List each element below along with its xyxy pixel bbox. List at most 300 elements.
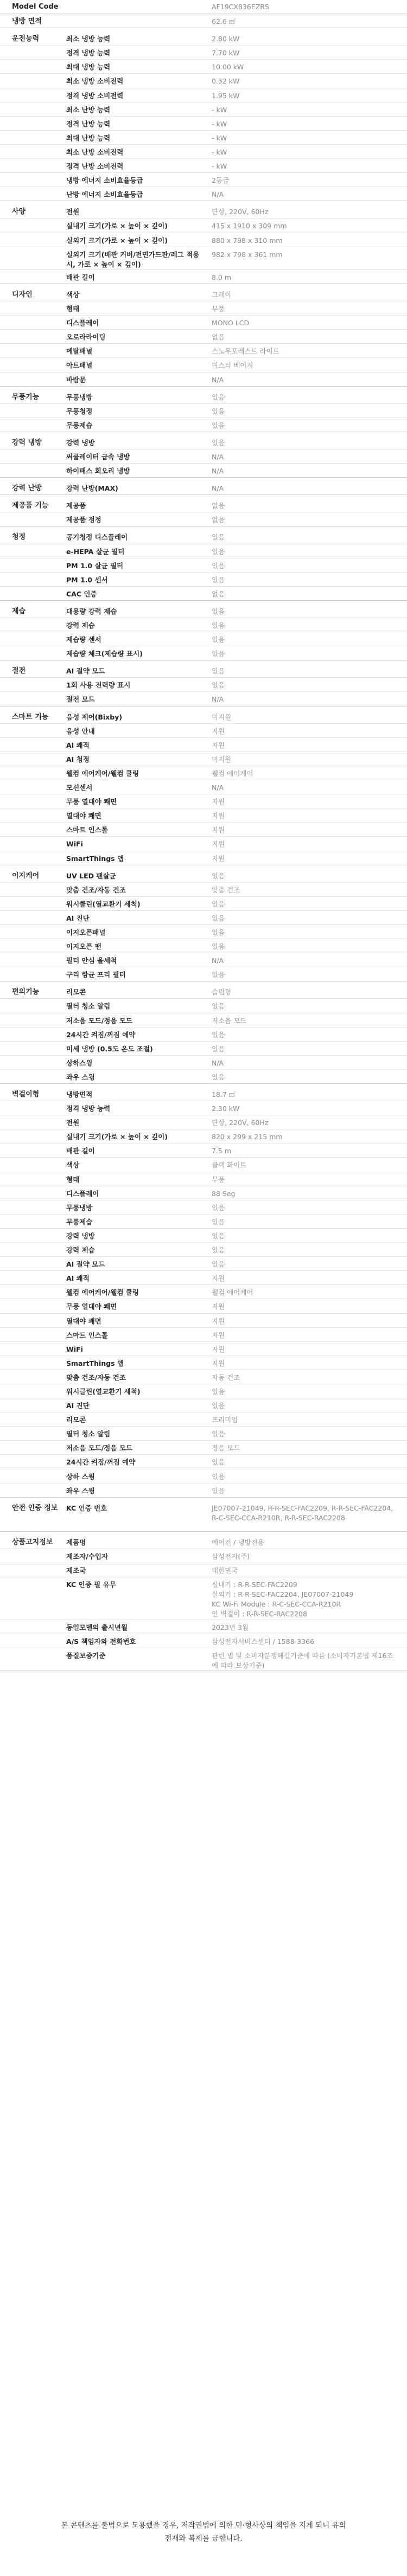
spec-label: 무풍제습 xyxy=(66,1217,93,1226)
spec-category: 제공품 기능 xyxy=(12,502,49,510)
spec-row xyxy=(0,587,407,601)
spec-label: 냉방 에너지 소비효율등급 xyxy=(66,176,143,185)
spec-value: 지원 xyxy=(212,1302,225,1311)
spec-value: 있음 xyxy=(212,1044,225,1053)
spec-label: 무풍냉방 xyxy=(66,1203,93,1212)
spec-value: 있음 xyxy=(212,942,225,951)
spec-row xyxy=(0,1549,407,1563)
spec-label: 1회 사용 전력량 표시 xyxy=(66,681,131,690)
spec-row xyxy=(0,1370,407,1384)
spec-row xyxy=(0,481,407,495)
spec-row xyxy=(0,173,407,187)
spec-row xyxy=(0,883,407,897)
spec-row xyxy=(0,1257,407,1271)
spec-value: 대한민국 xyxy=(212,1566,238,1575)
spec-value: 무풍 xyxy=(212,305,225,313)
spec-value: 슬림형 xyxy=(212,988,232,997)
spec-row xyxy=(0,145,407,159)
spec-value: 있음 xyxy=(212,533,225,542)
spec-label: 최소 난방 능력 xyxy=(66,105,111,114)
spec-label: 실내기 크기(가로 × 높이 × 깊이) xyxy=(66,1133,168,1141)
spec-label: 맞춤 건조/자동 건조 xyxy=(66,1373,126,1382)
spec-value: 있음 xyxy=(212,393,225,401)
spec-value: 있음 xyxy=(212,971,225,979)
spec-section xyxy=(0,664,407,706)
spec-row xyxy=(0,247,407,270)
spec-value: N/A xyxy=(212,956,224,965)
spec-value: 없음 xyxy=(212,589,225,598)
spec-row xyxy=(0,1144,407,1158)
spec-row xyxy=(0,1013,407,1027)
spec-label: 강력 난방(MAX) xyxy=(66,484,118,493)
spec-value: 지원 xyxy=(212,727,225,735)
spec-category: 벽걸이형 xyxy=(12,1090,40,1099)
spec-row xyxy=(0,372,407,387)
spec-category: 안전 인증 정보 xyxy=(12,1504,58,1512)
spec-label: 무풍 열대야 쾌면 xyxy=(66,798,117,806)
spec-value: 지원 xyxy=(212,798,225,806)
spec-label: 이지오픈패널 xyxy=(66,928,106,936)
spec-row xyxy=(0,1563,407,1577)
spec-row xyxy=(0,1027,407,1042)
spec-value: 맞춤 건조 xyxy=(212,885,240,894)
spec-label: 절전 모드 xyxy=(66,695,95,704)
spec-value: JE07007-21049, R-R-SEC-FAC2209, R-R-SEC-FAC2204, R-C-SEC-CCA-R210R, R-R-SEC-RAC2208 xyxy=(212,1504,393,1522)
spec-category: 이지케어 xyxy=(12,871,40,880)
spec-row xyxy=(0,14,407,28)
spec-value: 있음 xyxy=(212,1387,225,1396)
spec-row xyxy=(0,102,407,117)
spec-label: 오로라라이팅 xyxy=(66,333,106,342)
spec-row xyxy=(0,911,407,925)
spec-row xyxy=(0,1056,407,1070)
spec-value: N/A xyxy=(212,375,224,384)
spec-row xyxy=(0,544,407,558)
spec-value: 62.6 ㎡ xyxy=(212,17,236,26)
spec-label: 강력 제습 xyxy=(66,1246,95,1255)
spec-label: KC 인증 번호 xyxy=(66,1504,107,1512)
spec-value: 단상, 220V, 60Hz xyxy=(212,1119,269,1127)
spec-row xyxy=(0,1042,407,1056)
spec-label: 바람문 xyxy=(66,375,86,384)
spec-label: 제조국 xyxy=(66,1566,86,1575)
spec-value: 없음 xyxy=(212,516,225,524)
spec-label: AI 청정 xyxy=(66,755,90,763)
spec-section xyxy=(0,498,407,526)
spec-row xyxy=(0,851,407,865)
spec-value: 웰컴 에어케어 xyxy=(212,1288,253,1297)
spec-row xyxy=(0,646,407,660)
spec-row xyxy=(0,1299,407,1313)
spec-label: 무풍냉방 xyxy=(66,393,93,401)
spec-label: 색상 xyxy=(66,290,80,299)
spec-label: 제공품 xyxy=(66,502,86,510)
spec-row xyxy=(0,1101,407,1115)
spec-label: 최대 냉방 능력 xyxy=(66,63,111,72)
spec-value: 있음 xyxy=(212,1203,225,1212)
spec-section xyxy=(0,1535,407,1671)
spec-section xyxy=(0,287,407,387)
spec-row xyxy=(0,823,407,837)
spec-row xyxy=(0,60,407,74)
spec-row xyxy=(0,344,407,358)
spec-section xyxy=(0,985,407,1084)
spec-label: 워시클린(열교환기 세척) xyxy=(66,900,141,908)
spec-value: 저소음 모드 xyxy=(212,1016,247,1025)
spec-category: 무풍기능 xyxy=(12,393,40,401)
spec-value: 2등급 xyxy=(212,176,230,185)
spec-value: N/A xyxy=(212,783,224,792)
spec-value: 있음 xyxy=(212,1246,225,1255)
spec-label: 웰컴 에어케어/웰컴 쿨링 xyxy=(66,1288,139,1297)
spec-row xyxy=(0,766,407,780)
spec-value: 18.7 ㎡ xyxy=(212,1090,236,1099)
spec-label: e-HEPA 살균 필터 xyxy=(66,547,125,556)
spec-label: 저소음 모드/정음 모드 xyxy=(66,1444,132,1453)
spec-label: 난방 에너지 소비효율등급 xyxy=(66,190,143,199)
spec-label: 정격 냉방 능력 xyxy=(66,1104,111,1113)
spec-row xyxy=(0,390,407,404)
spec-label: 음성 제어(Bixby) xyxy=(66,712,123,721)
spec-row xyxy=(0,1441,407,1455)
footer-line-1: 본 콘텐츠를 불법으로 도용했을 경우, 저작권법에 의한 민·형사상의 책임을 지게 되니 유의 xyxy=(61,2521,346,2530)
spec-value: N/A xyxy=(212,467,224,476)
spec-row xyxy=(0,869,407,883)
spec-row xyxy=(0,1577,407,1620)
spec-value: 있음 xyxy=(212,1472,225,1481)
spec-value: N/A xyxy=(212,695,224,704)
spec-category: 강력 난방 xyxy=(12,484,42,493)
spec-category: 편의기능 xyxy=(12,988,40,997)
spec-row xyxy=(0,74,407,88)
spec-value: 프리미엄 xyxy=(212,1416,238,1424)
spec-value: 자동 건조 xyxy=(212,1373,240,1382)
spec-label: AI 쾌적 xyxy=(66,741,90,749)
spec-row xyxy=(0,724,407,738)
spec-label: 제습량 체크(제습량 표시) xyxy=(66,650,143,658)
spec-label: 형태 xyxy=(66,1175,80,1184)
spec-row xyxy=(0,358,407,372)
spec-row xyxy=(0,1172,407,1186)
spec-row xyxy=(0,1271,407,1285)
spec-value: 있음 xyxy=(212,1217,225,1226)
spec-label: AI 쾌적 xyxy=(66,1274,90,1283)
spec-row xyxy=(0,1427,407,1441)
spec-value: 88 Seg xyxy=(212,1189,236,1198)
spec-value: 웰컴 에어케어 xyxy=(212,769,253,778)
spec-label: 대용량 강력 제습 xyxy=(66,607,117,615)
spec-category: 절전 xyxy=(12,667,26,676)
spec-label: 리모콘 xyxy=(66,1416,86,1424)
spec-label: 실내기 크기(가로 × 높이 × 깊이) xyxy=(66,222,168,230)
spec-row xyxy=(0,558,407,573)
spec-value: 미스티 베이지 xyxy=(212,361,253,370)
spec-value: AF19CX836EZRS xyxy=(212,3,269,11)
spec-label: 동일모델의 출시년월 xyxy=(66,1623,128,1631)
spec-value: 관련 법 및 소비자분쟁해결기준에 따름 (소비자기본법 제16조에 따라 보상기준) xyxy=(212,1651,393,1669)
spec-value: 있음 xyxy=(212,900,225,908)
spec-value: 있음 xyxy=(212,1002,225,1011)
spec-label: WiFi xyxy=(66,1345,83,1353)
spec-label: 24시간 켜짐/꺼짐 예약 xyxy=(66,1030,136,1039)
spec-category: 냉방 면적 xyxy=(12,17,42,26)
spec-label: 스마트 인스톨 xyxy=(66,826,108,834)
spec-value: 8.0 m xyxy=(212,273,232,281)
spec-category: 상품고지정보 xyxy=(12,1538,53,1546)
spec-row xyxy=(0,512,407,526)
spec-value: 2.80 kW xyxy=(212,35,240,43)
spec-value: 지원 xyxy=(212,1331,225,1339)
spec-row xyxy=(0,897,407,911)
spec-row xyxy=(0,1648,407,1671)
spec-value: - kW xyxy=(212,133,227,142)
spec-value: 있음 xyxy=(212,1486,225,1495)
spec-label: 최소 냉방 능력 xyxy=(66,35,111,43)
spec-value: 있음 xyxy=(212,667,225,676)
spec-value: MONO LCD xyxy=(212,319,250,327)
spec-label: 디스플레이 xyxy=(66,1189,99,1198)
spec-value: 있음 xyxy=(212,607,225,615)
spec-row xyxy=(0,1356,407,1370)
spec-value: 지원 xyxy=(212,1274,225,1283)
spec-label: 상하스윙 xyxy=(66,1058,93,1067)
spec-value: 982 x 798 x 361 mm xyxy=(212,250,283,259)
spec-row xyxy=(0,316,407,330)
spec-category: 청정 xyxy=(12,533,26,542)
spec-row xyxy=(0,31,407,46)
spec-value: 지원 xyxy=(212,1316,225,1325)
spec-label: 색상 xyxy=(66,1161,80,1170)
spec-label: 형태 xyxy=(66,305,80,313)
spec-row xyxy=(0,1455,407,1469)
spec-value: - kW xyxy=(212,119,227,128)
spec-row xyxy=(0,270,407,284)
spec-value: 있음 xyxy=(212,914,225,922)
spec-label: 열대야 쾌면 xyxy=(66,1316,101,1325)
spec-category: 제습 xyxy=(12,607,26,615)
spec-category: 운전능력 xyxy=(12,35,40,43)
spec-value: 7.70 kW xyxy=(212,49,240,57)
spec-section xyxy=(0,204,407,284)
spec-row xyxy=(0,618,407,632)
spec-label: 좌우 스윙 xyxy=(66,1072,95,1081)
spec-row xyxy=(0,664,407,678)
spec-section xyxy=(0,435,407,478)
spec-row xyxy=(0,530,407,544)
spec-row xyxy=(0,837,407,851)
spec-label: UV LED 팬살균 xyxy=(66,871,116,880)
spec-row xyxy=(0,219,407,233)
spec-row xyxy=(0,1535,407,1549)
spec-row xyxy=(0,752,407,766)
spec-section xyxy=(0,604,407,660)
spec-value: 에어컨 / 냉방전용 xyxy=(212,1538,264,1546)
spec-value: 삼성전자(주) xyxy=(212,1552,250,1560)
spec-row xyxy=(0,692,407,706)
spec-value: 있음 xyxy=(212,547,225,556)
spec-label: 최소 난방 소비전력 xyxy=(66,147,124,156)
spec-label: 아트패널 xyxy=(66,361,93,370)
spec-label: PM 1.0 살균 필터 xyxy=(66,561,124,570)
spec-value: 미지원 xyxy=(212,712,232,721)
spec-row xyxy=(0,187,407,201)
spec-label: AI 절약 모드 xyxy=(66,667,105,676)
spec-value: 있음 xyxy=(212,1402,225,1410)
spec-row xyxy=(0,330,407,344)
spec-row xyxy=(0,46,407,60)
spec-label: 필터 청소 알림 xyxy=(66,1002,111,1011)
spec-label: 필터 청소 알림 xyxy=(66,1430,111,1438)
spec-row xyxy=(0,1483,407,1498)
spec-row xyxy=(0,738,407,752)
spec-label: CAC 인증 xyxy=(66,589,97,598)
spec-row xyxy=(0,1412,407,1427)
spec-value: 지원 xyxy=(212,812,225,820)
spec-row xyxy=(0,1087,407,1101)
spec-section xyxy=(0,31,407,201)
spec-label: 제품명 xyxy=(66,1538,86,1546)
spec-value: 단상, 220V, 60Hz xyxy=(212,208,269,216)
spec-row xyxy=(0,1215,407,1229)
spec-row xyxy=(0,573,407,587)
footer-line-2: 전재와 복제를 금합니다. xyxy=(164,2534,243,2543)
spec-label: 제조자/수입자 xyxy=(66,1552,109,1560)
spec-label: 열대야 쾌면 xyxy=(66,812,101,820)
spec-row xyxy=(0,117,407,131)
spec-label: 정격 난방 능력 xyxy=(66,119,111,128)
spec-label: 공기청정 디스플레이 xyxy=(66,533,128,542)
spec-label: 디스플레이 xyxy=(66,319,99,327)
spec-value: 스노우포레스트 라이트 xyxy=(212,347,279,356)
spec-label: 메탈패널 xyxy=(66,347,93,356)
spec-row xyxy=(0,1115,407,1129)
copyright-footer xyxy=(0,2519,407,2546)
spec-row xyxy=(0,88,407,102)
spec-row xyxy=(0,287,407,301)
spec-row xyxy=(0,1501,407,1532)
spec-label: 스마트 인스톨 xyxy=(66,1331,108,1339)
spec-label: 무풍제습 xyxy=(66,421,93,429)
spec-label: 구리 항균 프리 필터 xyxy=(66,971,126,979)
spec-row xyxy=(0,632,407,646)
spec-label: 최대 난방 능력 xyxy=(66,133,111,142)
spec-label: 무풍청정 xyxy=(66,407,93,415)
spec-value: 그레이 xyxy=(212,290,232,299)
spec-label: 실외기 크기(배관 커버/전면가드판/레그 적용 시, 가로 × 높이 × 깊이) xyxy=(66,250,200,268)
spec-row xyxy=(0,435,407,449)
spec-row xyxy=(0,1620,407,1634)
spec-category: 강력 냉방 xyxy=(12,438,42,447)
spec-row xyxy=(0,808,407,823)
spec-value: 880 x 798 x 310 mm xyxy=(212,236,283,245)
spec-label: 제공품 정정 xyxy=(66,516,101,524)
spec-label: 맞춤 건조/자동 건조 xyxy=(66,885,126,894)
spec-section xyxy=(0,0,407,14)
spec-label: 배관 길이 xyxy=(66,1147,95,1155)
spec-label: 강력 냉방 xyxy=(66,1231,95,1240)
spec-value: 지원 xyxy=(212,1345,225,1353)
spec-category: 스마트 기능 xyxy=(12,712,49,721)
spec-label: 배관 길이 xyxy=(66,273,95,281)
spec-value: 있음 xyxy=(212,928,225,936)
spec-label: 리모콘 xyxy=(66,988,86,997)
spec-value: 2.30 kW xyxy=(212,1104,240,1113)
spec-label: 강력 제습 xyxy=(66,621,95,629)
spec-label: 정격 냉방 소비전력 xyxy=(66,91,124,100)
spec-value: N/A xyxy=(212,452,224,461)
spec-value: 클랙 화이트 xyxy=(212,1161,247,1170)
spec-row xyxy=(0,999,407,1013)
spec-row xyxy=(0,1200,407,1215)
spec-row xyxy=(0,939,407,953)
spec-row xyxy=(0,159,407,173)
spec-label: 미세 냉방 (0.5도 온도 조절) xyxy=(66,1044,153,1053)
spec-value: 1.95 kW xyxy=(212,91,240,100)
spec-value: 무풍 xyxy=(212,1175,225,1184)
spec-row xyxy=(0,301,407,316)
spec-row xyxy=(0,0,407,14)
spec-label: 정격 난방 소비전력 xyxy=(66,162,124,171)
spec-value: 실내기 : R-R-SEC-FAC2209 실외기 : R-R-SEC-FAC2204, JE07007-21049 KC Wi-Fi Module : R-C-SEC-CCA-R210R 인 벽걸이 : R-R-SEC-RAC2208 xyxy=(212,1581,354,1618)
spec-label: 워시클린(열교환기 세척) xyxy=(66,1387,141,1396)
spec-value: 있음 xyxy=(212,575,225,584)
spec-value: - kW xyxy=(212,147,227,156)
spec-value: 있음 xyxy=(212,1231,225,1240)
spec-value: - kW xyxy=(212,105,227,114)
spec-section xyxy=(0,530,407,600)
spec-row xyxy=(0,794,407,808)
spec-section xyxy=(0,1501,407,1532)
spec-value: 없음 xyxy=(212,502,225,510)
spec-label: 제습량 센서 xyxy=(66,635,101,644)
spec-row xyxy=(0,678,407,692)
spec-row xyxy=(0,204,407,219)
spec-label: 좌우 스윙 xyxy=(66,1486,95,1495)
spec-label: 냉방면적 xyxy=(66,1090,93,1099)
spec-value: 지원 xyxy=(212,854,225,863)
spec-label: SmartThings 앱 xyxy=(66,854,124,863)
spec-value: 있음 xyxy=(212,438,225,447)
spec-row xyxy=(0,1158,407,1172)
spec-value: 지원 xyxy=(212,1359,225,1367)
spec-row xyxy=(0,1229,407,1243)
spec-value: 있음 xyxy=(212,650,225,658)
spec-row xyxy=(0,131,407,145)
spec-row xyxy=(0,233,407,247)
spec-row xyxy=(0,953,407,967)
spec-value: N/A xyxy=(212,190,224,199)
spec-label: 모션센서 xyxy=(66,783,93,792)
spec-row xyxy=(0,1634,407,1648)
spec-value: 지원 xyxy=(212,826,225,834)
spec-value: 7.5 m xyxy=(212,1147,232,1155)
spec-row xyxy=(0,780,407,794)
spec-row xyxy=(0,418,407,432)
spec-value: N/A xyxy=(212,1058,224,1067)
spec-value: 지원 xyxy=(212,840,225,849)
spec-row xyxy=(0,1070,407,1084)
spec-label: 최소 냉방 소비전력 xyxy=(66,77,124,86)
spec-label: KC 인증 필 유무 xyxy=(66,1581,116,1589)
spec-label: SmartThings 앱 xyxy=(66,1359,124,1367)
spec-row xyxy=(0,449,407,464)
spec-value: 정음 모드 xyxy=(212,1444,240,1453)
spec-label: 24시간 켜짐/꺼짐 예약 xyxy=(66,1458,136,1467)
spec-label: 상하 스윙 xyxy=(66,1472,95,1481)
spec-value: 있음 xyxy=(212,871,225,880)
spec-label: A/S 책임자와 전화번호 xyxy=(66,1637,136,1646)
spec-section xyxy=(0,390,407,432)
